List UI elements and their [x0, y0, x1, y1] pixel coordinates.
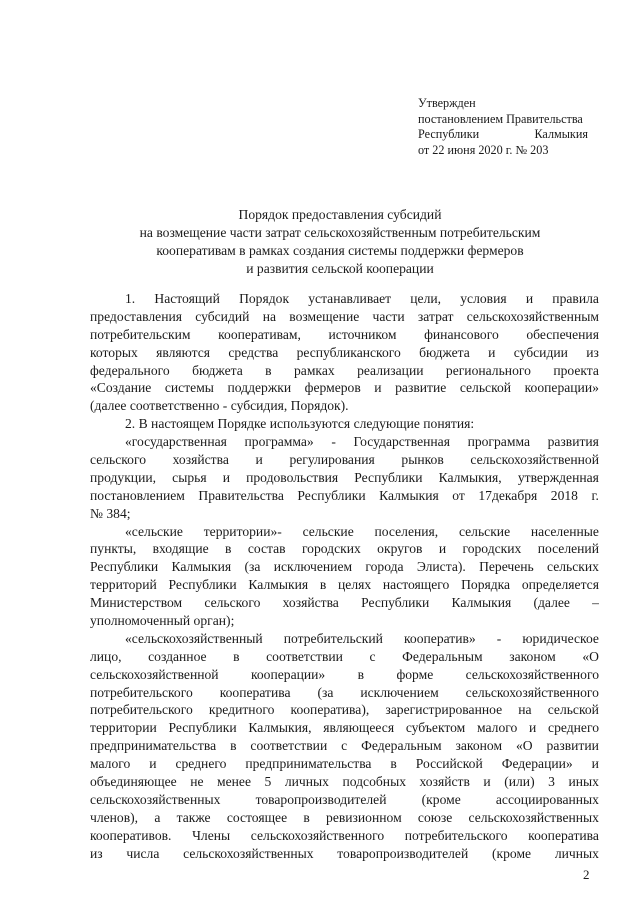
body-word: цели, — [410, 291, 442, 306]
body-word: исключением — [360, 684, 439, 700]
body-line — [90, 755, 599, 773]
body-word: поселения, — [374, 523, 439, 539]
body-word: города — [365, 559, 404, 575]
body-word: сельскохозяйственного — [250, 827, 385, 843]
body-word: в — [233, 648, 240, 664]
approval-line-2: постановлением Правительства — [418, 111, 583, 126]
title-line-1: Порядок предоставления субсидий — [238, 207, 442, 222]
body-word: а — [154, 809, 161, 825]
body-word: продукции, — [90, 469, 157, 485]
body-word: территорий — [90, 577, 157, 593]
body-word: сельского — [90, 452, 146, 468]
body-word: с — [341, 738, 348, 754]
body-word: поддержки — [227, 380, 292, 396]
body-line — [90, 469, 599, 487]
body-word: поселений — [537, 541, 599, 557]
body-word: кооператива — [528, 827, 599, 843]
body-word: Калмыкия, — [248, 720, 312, 736]
body-line — [90, 344, 599, 362]
body-word: сельские — [302, 523, 354, 539]
body-word: сельского — [204, 595, 261, 611]
body-word: регионального — [445, 362, 531, 378]
document-body — [90, 290, 599, 863]
body-line — [90, 809, 599, 827]
body-word: сельские — [458, 523, 511, 539]
body-word: кооперативам, — [218, 326, 301, 342]
body-word: и — [438, 541, 447, 557]
body-word: утвержденная — [517, 469, 599, 485]
title-line-3: кооперативам в рамках создания системы поддержки фермеров — [156, 243, 524, 258]
body-word: Министерством — [90, 595, 183, 611]
body-word: в — [319, 577, 327, 593]
body-word: – — [592, 595, 599, 611]
body-word: (далее — [533, 595, 570, 611]
body-word: объединяющее — [90, 774, 177, 790]
body-word: кооператива — [219, 684, 291, 700]
body-word: Калмыкия — [451, 595, 512, 611]
body-word: Члены — [192, 827, 231, 843]
body-word: которых — [90, 344, 138, 360]
body-word: г. — [591, 487, 599, 503]
body-line — [90, 630, 599, 648]
body-word: предпринимательства — [90, 738, 217, 754]
body-line — [90, 523, 599, 541]
body-line — [90, 701, 599, 719]
body-word: сельскохозяйственным — [466, 308, 599, 324]
body-word: сельскохозяйственных — [468, 809, 599, 825]
body-word: зарегистрированное — [385, 702, 503, 718]
body-word: ассоциированных — [495, 791, 599, 807]
body-word: законом — [509, 648, 556, 664]
body-word: и — [525, 291, 534, 306]
body-word: исключением — [273, 559, 353, 575]
body-line — [90, 290, 599, 308]
body-word: (кроме — [491, 845, 532, 861]
body-word: сельскохозяйственного — [465, 684, 599, 700]
body-word: и — [591, 756, 599, 772]
body-word: Республики — [297, 487, 366, 503]
body-word: Республики — [354, 469, 423, 485]
body-word: 3 — [548, 774, 555, 790]
body-word: Перечень — [479, 559, 534, 575]
body-word: юридическое — [522, 630, 599, 646]
body-word: целях — [338, 577, 372, 593]
body-word: условия — [460, 291, 507, 306]
body-word: сырья — [172, 469, 207, 485]
body-line — [90, 845, 599, 863]
body-word: сельскохозяйственных — [90, 791, 221, 807]
body-line — [90, 540, 599, 558]
body-word: иных — [568, 774, 599, 790]
approval-line-4: от 22 июня 2020 г. № 203 — [418, 142, 549, 157]
body-word: и — [222, 469, 230, 485]
body-word: числа — [126, 845, 160, 861]
body-line — [90, 576, 599, 594]
body-line — [90, 558, 599, 576]
body-line: № 384; — [90, 505, 131, 521]
body-word: сельскохозяйственных — [183, 845, 314, 861]
body-word: кредитного — [208, 702, 275, 718]
body-word: бюджета — [192, 362, 243, 378]
document-title — [90, 206, 590, 278]
body-word: не — [190, 774, 204, 790]
body-line — [90, 326, 599, 344]
body-word: кооператив» — [404, 630, 476, 646]
body-word: субсидий — [195, 308, 250, 324]
body-word: соответствии — [250, 738, 328, 754]
body-word: Порядок — [239, 291, 290, 306]
body-word: обеспечения — [526, 326, 599, 342]
body-word: (за — [317, 684, 334, 700]
body-line: 2. В настоящем Порядке используются следующие понятия: — [125, 416, 475, 432]
body-word: хозяйства — [172, 452, 229, 468]
body-word: Калмыкия — [248, 577, 309, 593]
body-word: территории — [90, 720, 157, 736]
body-word: соответствии — [266, 648, 343, 664]
body-word: субсидии — [513, 344, 568, 360]
body-word: устанавливает — [308, 291, 392, 306]
body-word: и — [488, 344, 496, 360]
body-word: из — [90, 845, 103, 861]
approval-line-3-right: Калмыкия — [534, 127, 588, 141]
body-word: сельской — [459, 380, 512, 396]
body-word: Федеральным — [361, 738, 442, 754]
body-word: Федеральным — [402, 648, 483, 664]
body-word: - — [331, 434, 336, 450]
body-word: сельскохозяйственной — [90, 666, 219, 682]
body-word: в — [225, 541, 232, 557]
body-word: развитии — [546, 738, 599, 754]
body-word: развития — [547, 434, 599, 450]
body-word: округов — [377, 541, 423, 557]
approval-line-3-left: Республики — [418, 127, 480, 141]
body-word: личных — [554, 845, 599, 861]
body-word: Республики — [168, 577, 237, 593]
body-word: системы — [164, 380, 214, 396]
body-word: Республики — [361, 595, 430, 611]
body-word: федерального — [90, 362, 170, 378]
body-word: финансового — [424, 326, 499, 342]
body-line — [90, 379, 599, 397]
body-word: регулирования — [289, 452, 375, 468]
body-word: части — [372, 308, 405, 324]
body-word: (кроме — [421, 791, 461, 807]
body-word: Калмыкия, — [438, 469, 502, 485]
body-word: Российской — [415, 756, 483, 772]
body-word: «О — [515, 738, 533, 754]
body-word: на — [262, 308, 276, 324]
body-word: и — [149, 756, 157, 772]
body-word: Порядка — [461, 577, 511, 593]
body-word: «государственная — [125, 434, 227, 450]
body-word: субъектом — [405, 720, 466, 736]
body-word: предпринимательства — [245, 756, 372, 772]
body-word: Элиста). — [416, 559, 466, 575]
body-word: рынков — [401, 452, 444, 468]
body-word: потребительского — [90, 702, 193, 718]
body-word: малого — [90, 756, 131, 772]
body-word: потребительского — [404, 827, 508, 843]
body-word: кооператива), — [290, 702, 370, 718]
body-word: входящие — [152, 541, 209, 557]
body-word: являющееся — [323, 720, 395, 736]
approval-line-1: Утвержден — [418, 96, 476, 110]
body-word: форме — [396, 666, 434, 682]
body-word: Государственная — [353, 434, 450, 450]
body-line — [90, 594, 599, 612]
title-line-4: и развития сельской кооперации — [246, 261, 434, 276]
body-word: кооперации» — [250, 666, 326, 682]
body-word: сельских — [547, 559, 599, 575]
body-word: состоящее — [226, 809, 288, 825]
body-word: малого — [477, 720, 518, 736]
body-word: кооперации» — [524, 380, 599, 396]
body-word: состав — [247, 541, 286, 557]
body-word: 1. — [125, 291, 136, 306]
body-word: населенные — [530, 523, 599, 539]
body-line — [90, 719, 599, 737]
body-line — [90, 737, 599, 755]
body-word: потребительского — [90, 684, 193, 700]
body-line — [90, 487, 599, 505]
body-word: и — [255, 452, 263, 468]
body-word: сельскохозяйственной — [470, 452, 599, 468]
body-word: городских — [301, 541, 361, 557]
body-word: из — [586, 344, 599, 360]
body-word: проекта — [553, 362, 599, 378]
body-word: (за — [244, 559, 261, 575]
body-word: личных — [284, 774, 329, 790]
body-word: Республики — [90, 559, 159, 575]
body-word: фермеров — [304, 380, 361, 396]
body-word: Настоящий — [154, 291, 220, 306]
body-word: источником — [328, 326, 397, 342]
body-word: на — [518, 702, 532, 718]
body-word: в — [357, 666, 365, 682]
body-word: бюджета — [419, 344, 470, 360]
body-word: «сельские — [125, 523, 183, 539]
body-word: и — [374, 380, 382, 396]
body-word: среднего — [548, 720, 599, 736]
body-word: Правительства — [198, 487, 284, 503]
body-word: 5 — [264, 774, 272, 790]
body-word: правила — [552, 291, 599, 306]
body-word: ревизионном — [326, 809, 402, 825]
body-word: предоставления — [90, 308, 183, 324]
body-word: Калмыкия — [171, 559, 232, 575]
body-word: сельской — [547, 702, 599, 718]
body-word: Республики — [168, 720, 237, 736]
body-word: потребительский — [283, 630, 383, 646]
body-line — [90, 451, 599, 469]
body-word: «Создание — [90, 380, 152, 396]
body-word: городских — [462, 541, 522, 557]
body-word: настоящего — [382, 577, 450, 593]
body-word: кооперативов. — [90, 827, 172, 843]
body-word: в — [230, 738, 237, 754]
body-word: программа — [467, 434, 530, 450]
page-number: 2 — [583, 867, 590, 882]
body-word: «сельскохозяйственный — [125, 630, 263, 646]
body-line — [90, 791, 599, 809]
body-word: определяется — [521, 577, 599, 593]
body-word: хозяйства — [282, 595, 339, 611]
body-word: и — [483, 774, 491, 790]
body-word: с — [369, 648, 376, 664]
body-word: средства — [228, 344, 279, 360]
body-word: пункты, — [90, 541, 137, 557]
body-line — [90, 773, 599, 791]
body-word: территории»- — [203, 523, 282, 539]
body-word: от — [452, 487, 465, 503]
approval-stamp — [418, 96, 598, 158]
body-line — [90, 648, 599, 666]
body-line: (далее соответственно - субсидия, Порядок). — [90, 398, 349, 414]
body-word: постановлением — [90, 487, 185, 503]
body-word: потребительским — [90, 326, 191, 342]
body-word: лицо, — [90, 648, 122, 664]
body-line: уполномоченный орган); — [90, 613, 235, 629]
body-word: - — [496, 630, 502, 646]
body-word: 2018 — [550, 487, 578, 503]
body-word: в — [390, 756, 397, 772]
body-word: реализации — [357, 362, 424, 378]
body-word: среднего — [175, 756, 227, 772]
body-word: сельскохозяйственного — [465, 666, 599, 682]
body-word: программа» — [244, 434, 314, 450]
body-word: затрат — [417, 308, 454, 324]
body-line — [90, 362, 599, 380]
body-word: товаропроизводителей — [337, 845, 469, 861]
body-word: менее — [217, 774, 251, 790]
body-word: Калмыкия — [379, 487, 439, 503]
body-word: подсобных — [342, 774, 407, 790]
body-word: законом — [455, 738, 503, 754]
body-word: созданное — [148, 648, 207, 664]
body-word: (или) — [504, 774, 535, 790]
title-line-2: на возмещение части затрат сельскохозяйственным потребительским — [139, 225, 541, 240]
body-word: являются — [156, 344, 211, 360]
body-word: товаропроизводителей — [255, 791, 387, 807]
body-line — [90, 308, 599, 326]
body-word: членов), — [90, 809, 139, 825]
body-word: и — [529, 720, 537, 736]
body-word: рамках — [293, 362, 335, 378]
approval-line-3 — [418, 127, 588, 143]
body-word: развитие — [395, 380, 447, 396]
body-word: возмещение — [289, 308, 360, 324]
body-word: «О — [582, 648, 599, 664]
body-line — [90, 827, 599, 845]
body-line — [90, 433, 599, 451]
body-line — [90, 684, 599, 702]
body-word: союзе — [417, 809, 453, 825]
body-word: Федерации» — [501, 756, 573, 772]
body-word: в — [265, 362, 272, 378]
body-word: продовольствия — [246, 469, 339, 485]
body-word: республиканского — [296, 344, 401, 360]
body-word: в — [303, 809, 310, 825]
body-line — [90, 666, 599, 684]
body-word: хозяйств — [419, 774, 470, 790]
body-word: 17декабря — [478, 487, 538, 503]
body-word: также — [176, 809, 211, 825]
